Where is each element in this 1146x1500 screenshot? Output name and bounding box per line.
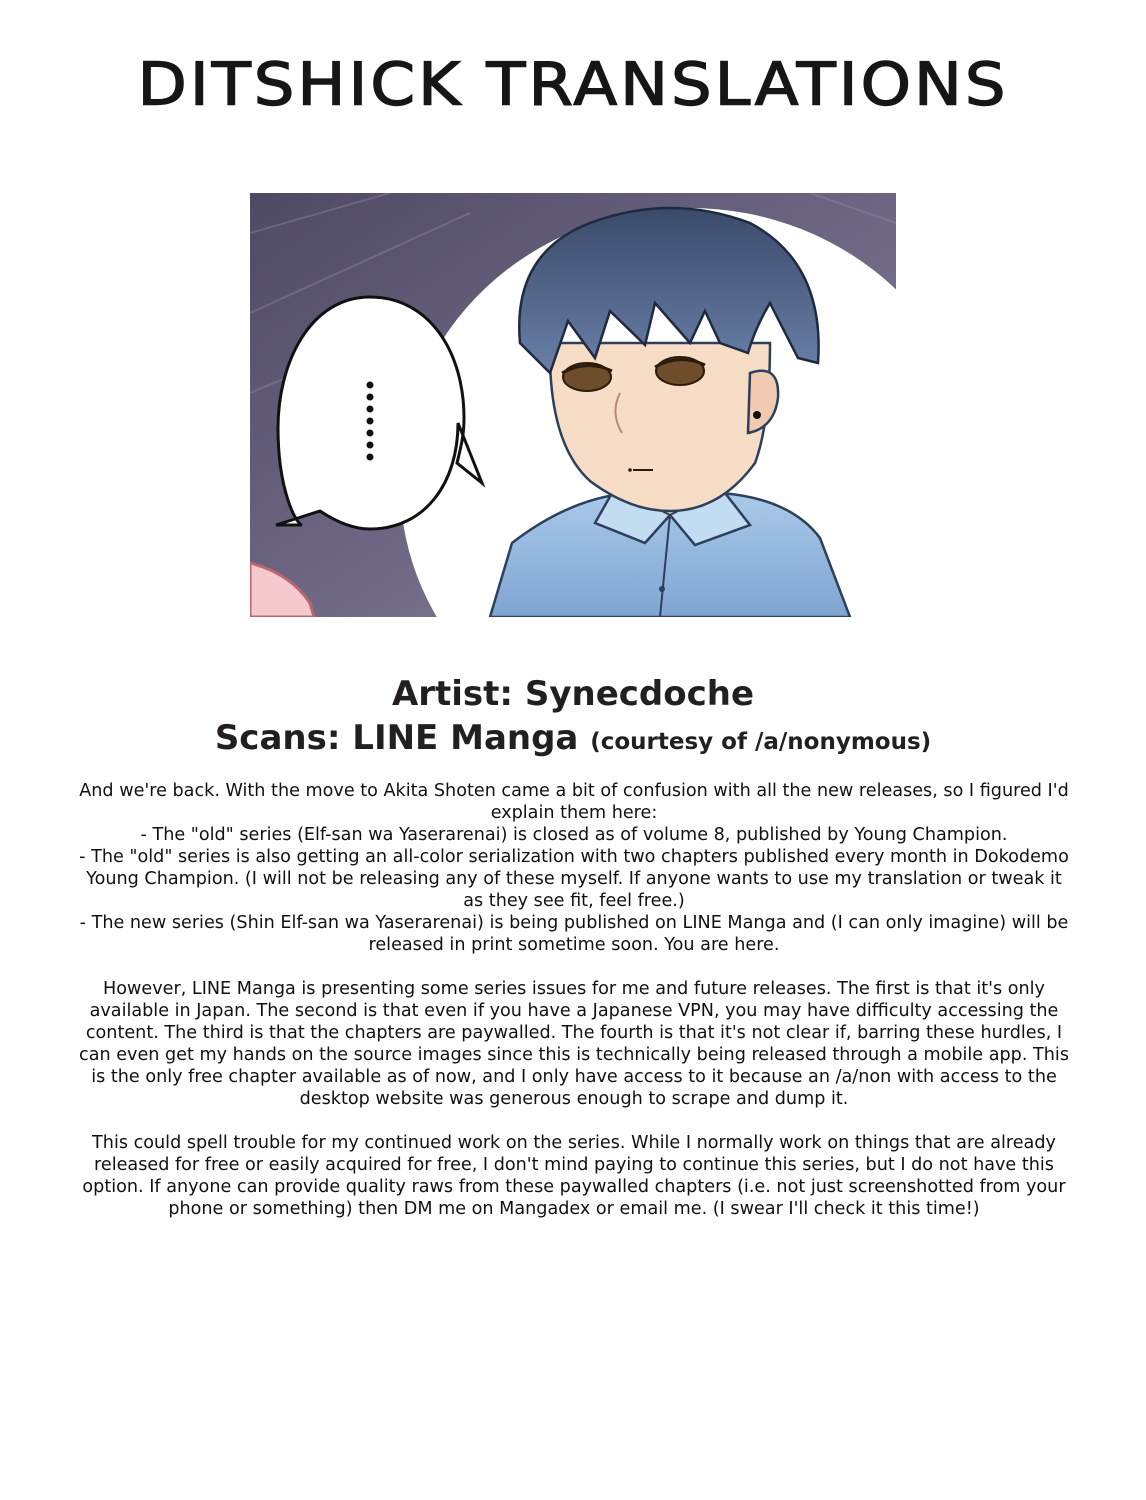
notes-paragraph-3: This could spell trouble for my continued work on the series. While I normally work on things that are already released for free or easily acquired for free, I don't mind paying to continue this series, but I do not have this option. If anyone can provide quality raws from these paywalled chapters (i.e. not just screenshotted from your phone or something) then DM me on Mangadex or email me. (I swear I'll check it this time!) (82, 1133, 1066, 1219)
notes-item-1: - The "old" series (Elf-san wa Yaserarenai) is closed as of volume 8, published by Young Champion. (140, 825, 1008, 845)
notes-item-3: - The new series (Shin Elf-san wa Yaserarenai) is being published on LINE Manga and (I can only imagine) will be released in print sometime soon. You are here. (79, 913, 1069, 955)
banner-title: DITSHICK TRANSLATIONS (137, 50, 1009, 120)
notes-paragraph-2: However, LINE Manga is presenting some series issues for me and future releases. The first is that it's only available in Japan. The second is that even if you have a Japanese VPN, you may have difficulty accessing the content. The third is that the chapters are paywalled. The fourth is that it's not clear if, barring these hurdles, I can even get my hands on the source images since this is technically being released through a mobile app. This is the only free chapter available as of now, and I only have access to it because an /a/non with access to the desktop website was generous enough to scrape and dump it. (79, 979, 1069, 1109)
notes-item-2: - The "old" series is also getting an all-color serialization with two chapters published every month in Dokodemo Young Champion. (I will not be releasing any of these myself. If anyone wants to use my translation or tweak it as they see fit, feel free.) (79, 847, 1069, 911)
scans-courtesy-note: (courtesy of /a/nonymous) (590, 729, 932, 755)
artist-credit: Artist: Synecdoche (391, 674, 755, 714)
manga-panel-image (250, 193, 896, 617)
notes-intro: And we're back. With the move to Akita Shoten came a bit of confusion with all the new releases, so I figured I'd explain them here: (79, 781, 1069, 823)
scans-credit (0, 716, 1146, 764)
notes-paragraph-1 (76, 780, 1072, 956)
scans-source: Scans: LINE Manga (214, 718, 579, 758)
translator-notes (76, 780, 1072, 1242)
credits-block (0, 672, 1146, 764)
